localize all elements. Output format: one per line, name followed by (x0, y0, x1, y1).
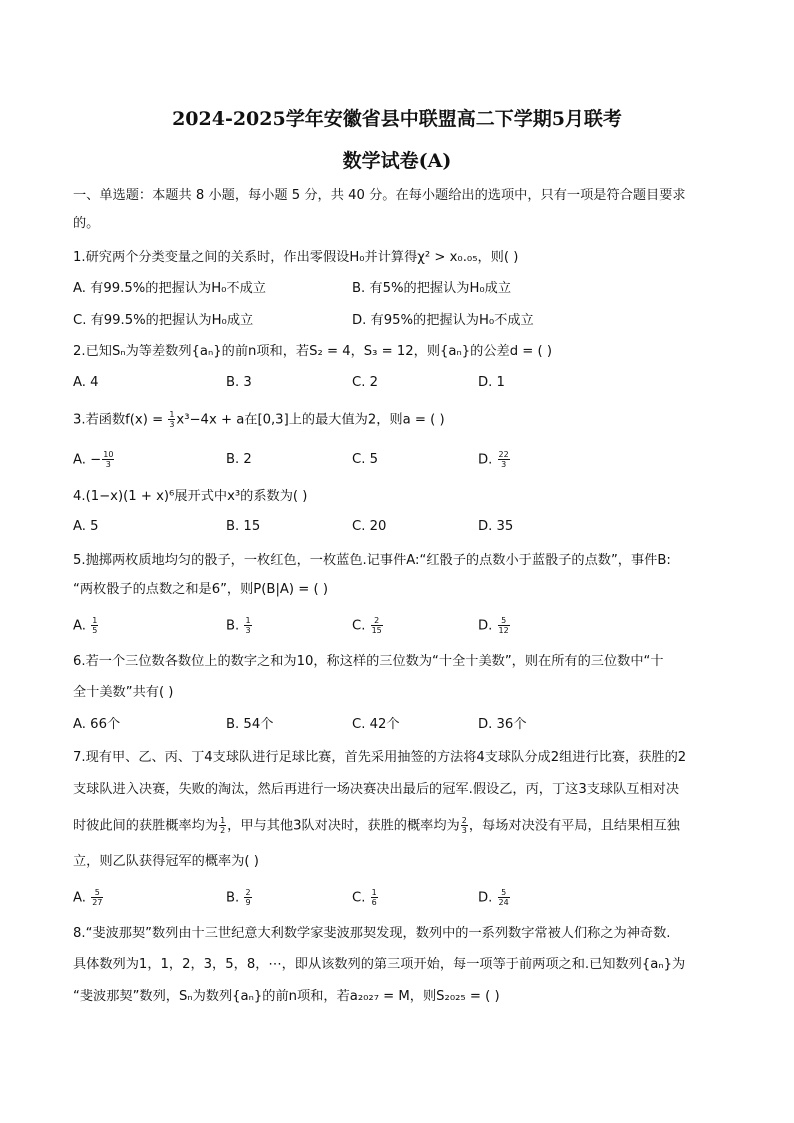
q5-option-d-fraction (498, 616, 510, 635)
question-2: 2.已知Sₙ为等差数列{aₙ}的前n项和，若S₂ = 4，S₃ = 12，则{aₙ}的公差d = ( ) (73, 344, 552, 359)
question-6-line-1: 6.若一个三位数各数位上的数字之和为10，称这样的三位数为“十全十美数”，则在所有的三位数中“十 (73, 654, 664, 669)
q7-text-a: 时彼此间的获胜概率均为 (73, 818, 219, 834)
q6-option-a: A. 66个 (73, 717, 121, 732)
q7-d-num: 5 (498, 888, 510, 898)
q7-option-c (352, 888, 379, 909)
question-3 (73, 410, 445, 431)
q3-d-num: 22 (498, 450, 509, 459)
q7-option-c-label: C. (352, 890, 370, 906)
q3-a-num: 10 (103, 450, 114, 459)
question-7-line-2: 支球队进入决赛，失败的淘汰，然后再进行一场决赛决出最后的冠军.假设乙，丙，丁这3支球队互相对决 (73, 782, 680, 797)
q4-option-d: D. 35 (478, 519, 514, 534)
q7-option-d-fraction (498, 888, 510, 907)
q7-b-den: 9 (245, 898, 251, 907)
q5-option-a-label: A. (73, 618, 91, 634)
q5-option-b-fraction (244, 616, 251, 635)
q2-option-a: A. 4 (73, 375, 99, 390)
section-instructions-cont: 的。 (73, 216, 100, 231)
q7-b-num: 2 (245, 888, 251, 897)
question-8-line-1: 8.“斐波那契”数列由十三世纪意大利数学家斐波那契发现，数列中的一系列数字常被人们称之为神奇数. (73, 926, 671, 941)
q7-text-b: ，甲与其他3队对决时，获胜的概率均为 (227, 818, 460, 834)
q7-option-d (478, 888, 511, 909)
q5-d-den: 12 (498, 626, 509, 635)
question-8-line-2: 具体数列为1，1，2，3，5，8，⋯，即从该数列的第三项开始，每一项等于前两项之和.已知数列{aₙ}为 (73, 957, 686, 972)
q7-option-b-fraction (244, 888, 251, 907)
question-4: 4.(1−x)(1 + x)⁶展开式中x³的系数为( ) (73, 489, 308, 504)
q6-option-b: B. 54个 (226, 717, 274, 732)
question-7-line-4: 立，则乙队获得冠军的概率为( ) (73, 854, 259, 869)
q1-option-a: A. 有99.5%的把握认为H₀不成立 (73, 281, 266, 296)
q7-option-a-label: A. (73, 890, 91, 906)
exam-title: 2024-2025学年安徽省县中联盟高二下学期5月联考 (172, 108, 622, 130)
q1-option-b: B. 有5%的把握认为H₀成立 (352, 281, 512, 296)
q3-a-den: 3 (105, 460, 111, 469)
q7-option-d-label: D. (478, 890, 497, 906)
q2-option-b: B. 3 (226, 375, 252, 390)
q5-b-den: 3 (245, 626, 251, 635)
question-7-line-1: 7.现有甲、乙、丙、丁4支球队进行足球比赛，首先采用抽签的方法将4支球队分成2组进行比赛，获胜的2 (73, 750, 687, 765)
q3-option-c: C. 5 (352, 452, 378, 467)
q2-option-c: C. 2 (352, 375, 378, 390)
q5-a-den: 5 (92, 626, 98, 635)
question-8-line-3: “斐波那契”数列，Sₙ为数列{aₙ}的前n项和，若a₂₀₂₇ = M，则S₂₀₂₅ = ( ) (73, 989, 500, 1004)
q3-option-a-fraction (102, 450, 114, 469)
q3-coef-den: 3 (169, 420, 175, 429)
q7-option-a (73, 888, 104, 909)
q5-option-c (352, 616, 384, 637)
q3-option-d (478, 450, 511, 471)
q6-option-d: D. 36个 (478, 717, 527, 732)
q5-c-den: 15 (371, 626, 382, 635)
q4-option-a: A. 5 (73, 519, 99, 534)
section-instructions: 一、单选题：本题共 8 小题，每小题 5 分，共 40 分。在每小题给出的选项中，只有一项是符合题目要求 (73, 188, 686, 203)
q7-option-a-fraction (91, 888, 103, 907)
exam-subtitle: 数学试卷(A) (342, 150, 452, 172)
question-5-line-1: 5.抛掷两枚质地均匀的骰子，一枚红色，一枚蓝色.记事件A:“红骰子的点数小于蓝骰子的点数”，事件B: (73, 553, 671, 568)
q2-option-d: D. 1 (478, 375, 505, 390)
q5-option-d-label: D. (478, 618, 497, 634)
q7-p2-den: 3 (461, 826, 467, 835)
q3-text-b: x³−4x + a在[0,3]上的最大值为2，则a = ( ) (176, 412, 445, 428)
q7-option-b-label: B. (226, 890, 244, 906)
q3-coef-fraction (168, 410, 175, 429)
q5-c-num: 2 (371, 616, 383, 626)
question-1: 1.研究两个分类变量之间的关系时，作出零假设H₀并计算得χ² > x₀.₀₅，则( ) (73, 250, 519, 265)
q5-option-b-label: B. (226, 618, 244, 634)
q7-a-num: 5 (91, 888, 103, 898)
q5-option-c-fraction (371, 616, 383, 635)
q5-option-a-fraction (91, 616, 98, 635)
q1-option-c: C. 有99.5%的把握认为H₀成立 (73, 313, 254, 328)
q5-option-b (226, 616, 253, 637)
q7-p2-num: 2 (461, 816, 467, 825)
q5-option-c-label: C. (352, 618, 370, 634)
q3-option-d-label: D. (478, 452, 497, 468)
q7-a-den: 27 (92, 898, 103, 907)
q1-option-d: D. 有95%的把握认为H₀不成立 (352, 313, 534, 328)
q7-p1-num: 1 (220, 816, 226, 825)
q7-c-den: 6 (371, 898, 377, 907)
q3-option-a-label: A. − (73, 452, 102, 468)
q7-d-den: 24 (498, 898, 509, 907)
q3-d-den: 3 (501, 460, 507, 469)
q7-option-c-fraction (371, 888, 378, 907)
q7-c-num: 1 (371, 888, 377, 897)
q5-d-num: 5 (498, 616, 510, 626)
q3-option-b: B. 2 (226, 452, 252, 467)
q4-option-c: C. 20 (352, 519, 387, 534)
q4-option-b: B. 15 (226, 519, 261, 534)
q7-text-c: ，每场对决没有平局，且结果相互独 (468, 818, 680, 834)
question-6-line-2: 全十美数”共有( ) (73, 685, 174, 700)
question-7-line-3 (73, 816, 680, 837)
q5-option-d (478, 616, 511, 637)
q7-prob-2-fraction (461, 816, 468, 835)
q7-option-b (226, 888, 253, 909)
q7-p1-den: 2 (220, 826, 226, 835)
q5-a-num: 1 (92, 616, 98, 625)
q3-option-a (73, 450, 115, 471)
q6-option-c: C. 42个 (352, 717, 400, 732)
q3-coef-num: 1 (169, 410, 175, 419)
question-5-line-2: “两枚骰子的点数之和是6”，则P(B|A) = ( ) (73, 582, 328, 597)
q7-prob-1-fraction (219, 816, 226, 835)
q3-text-a: 3.若函数f(x) = (73, 412, 168, 428)
q5-b-num: 1 (245, 616, 251, 625)
q3-option-d-fraction (498, 450, 510, 469)
q5-option-a (73, 616, 99, 637)
